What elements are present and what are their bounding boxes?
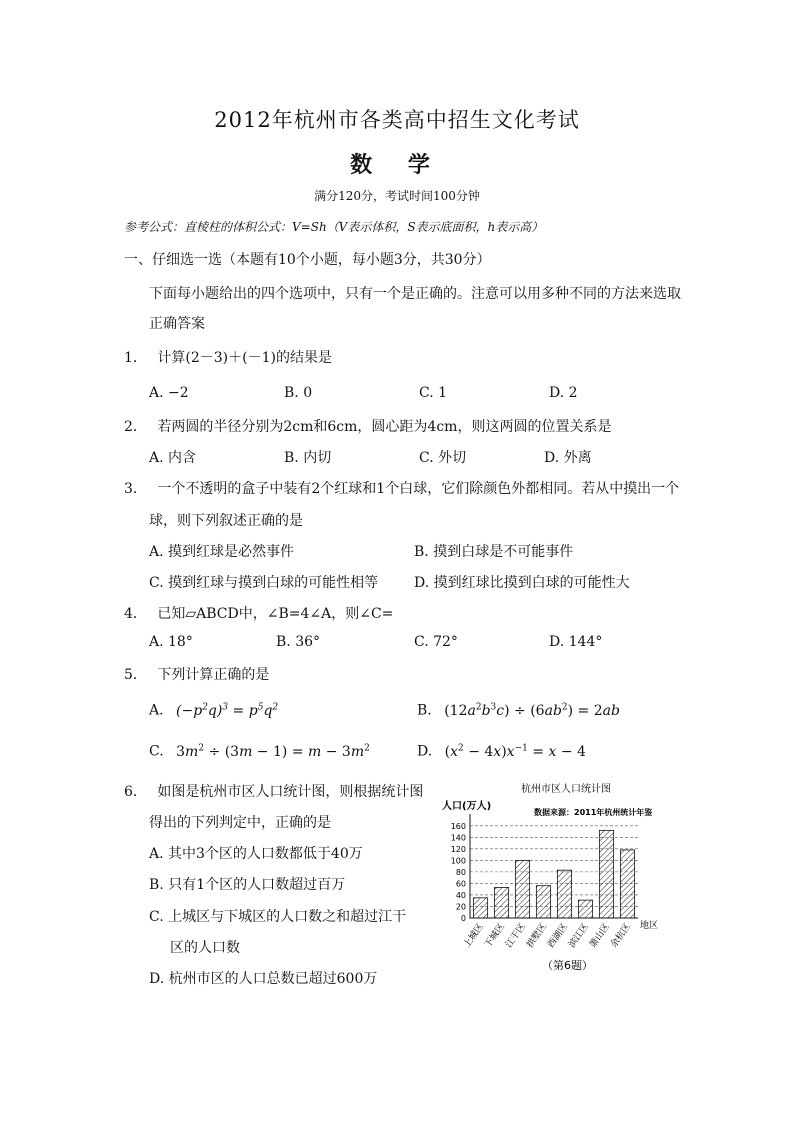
question-stem: 已知▱ABCD中，∠B=4∠A，则∠C=: [157, 606, 394, 622]
option-3c: C. 摸到红球与摸到白球的可能性相等: [149, 575, 379, 591]
option-4c: C. 72°: [414, 634, 458, 650]
option-letter: C.: [149, 743, 164, 760]
x-tick-label: 西湖区: [546, 921, 570, 950]
x-tick-label: 江干区: [504, 921, 528, 950]
question-4: [124, 603, 393, 623]
section-intro-line1: 下面每小题给出的四个选项中，只有一个是正确的。注意可以用多种不同的方法来选取: [149, 286, 681, 302]
question-stem: 计算: [157, 350, 186, 366]
y-tick-label: 120: [450, 844, 466, 854]
option-letter: A.: [149, 702, 164, 719]
y-tick-label: 60: [455, 879, 466, 889]
x-tick-label: 下城区: [483, 921, 507, 950]
option-2b: B. 内切: [284, 450, 332, 466]
chart-caption: （第6题）: [542, 959, 593, 972]
bar-5: [557, 870, 571, 918]
question-2: [124, 416, 611, 436]
page-title: 2012年杭州市各类高中招生文化考试: [214, 108, 580, 132]
option-5b: [417, 702, 620, 719]
chart-title: 杭州市区人口统计图: [521, 784, 611, 795]
option-3d: D. 摸到红球比摸到白球的可能性大: [414, 575, 630, 591]
question-number: 1．: [124, 350, 147, 366]
section-heading: 一、仔细选一选（本题有10个小题，每小题3分，共30分）: [124, 252, 491, 268]
y-tick-label: 80: [455, 867, 466, 877]
y-tick-label: 20: [455, 902, 466, 912]
y-axis-label: 人口(万人): [442, 801, 492, 812]
question-6-stem-line2: 得出的下列判定中，正确的是: [149, 815, 331, 831]
bar-8: [620, 850, 634, 918]
option-2d: D. 外离: [544, 450, 592, 466]
x-tick-label: 余杭区: [609, 921, 633, 950]
section-intro-line2: 正确答案: [149, 316, 205, 332]
option-3b: B. 摸到白球是不可能事件: [414, 544, 574, 560]
question-5: [124, 664, 269, 684]
question-stem: 下列计算正确的是: [157, 667, 270, 683]
question-stem-end: 的结果是: [275, 350, 332, 366]
option-letter: B.: [417, 702, 432, 719]
question-number: 5．: [124, 667, 147, 683]
subject-title: 数 学: [350, 152, 444, 178]
population-chart: [434, 780, 684, 976]
option-6b: B. 只有1个区的人口数超过百万: [149, 877, 346, 893]
math-expression: (2－3)＋(－1): [185, 350, 276, 366]
option-1a: A. −2: [149, 385, 189, 401]
question-number: 6．: [124, 784, 147, 800]
bar-6: [578, 900, 592, 918]
option-letter: D.: [417, 743, 433, 760]
option-6a: A. 其中3个区的人口数都低于40万: [149, 846, 363, 862]
question-stem: 如图是杭州市区人口统计图，则根据统计图: [157, 784, 424, 800]
bar-2: [494, 887, 508, 918]
option-1d: D. 2: [549, 385, 578, 401]
question-stem: 若两圆的半径分别为2cm和6cm，圆心距为4cm，则这两圆的位置关系是: [157, 419, 612, 435]
option-1b: B. 0: [284, 385, 313, 401]
option-5a: [149, 702, 278, 719]
bar-7: [599, 830, 613, 918]
option-3a: A. 摸到红球是必然事件: [149, 544, 295, 560]
math-expression: $3m^2 \div (3m - 1) = m - 3m^2$: [176, 743, 370, 760]
x-tick-label: 上城区: [462, 921, 486, 950]
option-6c-cont: 区的人口数: [170, 940, 240, 956]
math-expression: $(12a^2b^3c) \div (6ab^2) = 2ab$: [444, 702, 620, 719]
question-3-stem-line2: 球，则下列叙述正确的是: [149, 513, 303, 529]
option-4b: B. 36°: [276, 634, 321, 650]
option-2a: A. 内含: [149, 450, 197, 466]
x-tick-label: 萧山区: [588, 921, 612, 950]
y-tick-label: 160: [450, 821, 466, 831]
option-4d: D. 144°: [549, 634, 603, 650]
x-tick-label: 拱墅区: [525, 921, 549, 950]
y-tick-label: 0: [460, 914, 466, 923]
bar-4: [536, 886, 550, 918]
question-1: [124, 347, 332, 367]
option-4a: A. 18°: [149, 634, 193, 650]
option-5c: [149, 743, 370, 760]
reference-formula: 参考公式：直棱柱的体积公式：V=Sh（V表示体积，S表示底面积，h表示高）: [124, 220, 544, 234]
full-marks-note: 满分120分，考试时间100分钟: [314, 189, 480, 203]
y-tick-label: 40: [455, 890, 466, 900]
y-tick-label: 100: [450, 856, 466, 866]
y-tick-label: 140: [450, 833, 466, 843]
question-3: [124, 478, 679, 498]
question-number: 2．: [124, 419, 147, 435]
bar-1: [473, 898, 487, 918]
option-5d: [417, 743, 586, 760]
question-6: [124, 781, 423, 801]
option-1c: C. 1: [419, 385, 448, 401]
question-number: 3．: [124, 481, 147, 497]
x-tick-label: 滨江区: [567, 921, 591, 950]
bar-3: [515, 860, 529, 918]
x-axis-label: 地区: [640, 921, 659, 931]
option-6c: C. 上城区与下城区的人口数之和超过江干: [149, 909, 407, 925]
math-expression: $(x^2 - 4x)x^{-1} = x - 4$: [444, 743, 586, 760]
question-number: 4．: [124, 606, 147, 622]
chart-source: 数据来源：2011年杭州统计年鉴: [534, 808, 653, 817]
option-2c: C. 外切: [419, 450, 467, 466]
math-expression: $(-p^2q)^3 = p^5q^2$: [176, 702, 279, 719]
question-stem: 一个不透明的盒子中装有2个红球和1个白球，它们除颜色外都相同。若从中摸出一个: [157, 481, 680, 497]
option-6d: D. 杭州市区的人口总数已超过600万: [149, 971, 378, 987]
